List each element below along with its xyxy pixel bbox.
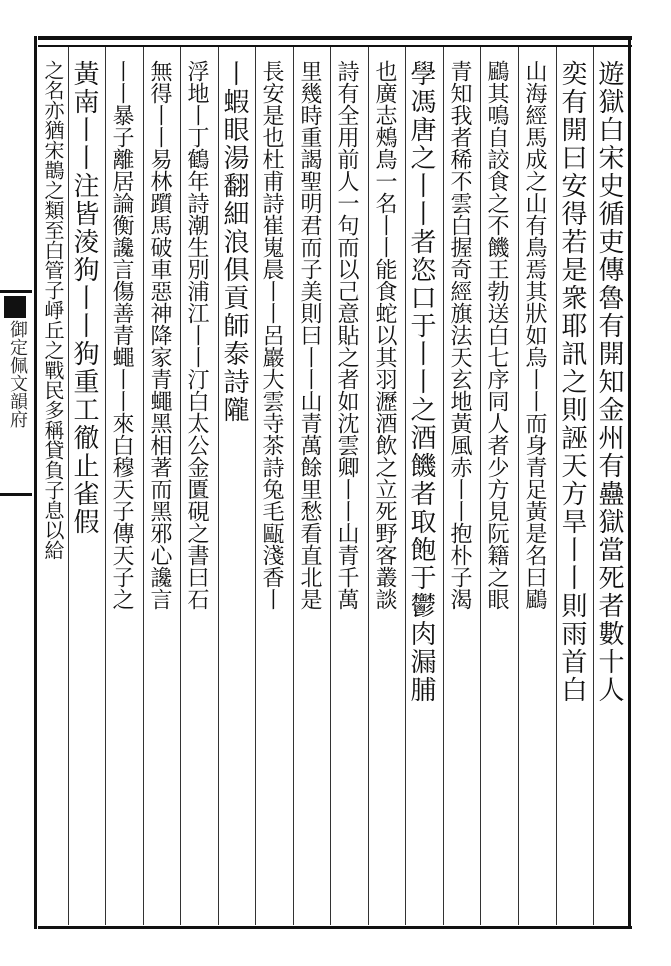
bottom-border-rule (38, 926, 632, 929)
text-column: 里幾時重謁聖明君而子美則曰丨丨山青萬餘里愁看直北是 (297, 60, 322, 610)
top-border-inner-rule (38, 45, 632, 47)
text-column: 奕有開曰安得若是衆耶訊之則誣天方旱丨丨則雨首白 (557, 60, 587, 704)
fishtail-block-mark (4, 296, 26, 318)
text-column: 長安是也杜甫詩崔嵬晨丨丨呂巖大雲寺茶詩兔毛甌淺香丨 (259, 60, 284, 610)
text-column: 丨蝦眼湯翻細浪俱貢師泰詩隴 (219, 60, 249, 424)
left-border-rule (34, 36, 37, 929)
text-column: 青知我者稀不雲白握奇經旗法天玄地黃風赤丨丨抱朴子渴 (447, 60, 472, 610)
text-column: 遊獄白宋史循吏傳魯有開知金州有蠱獄當死者數十人 (594, 60, 624, 704)
text-column: 黃南丨丨注皆淩狗丨丨狗重工徹止雀假 (69, 60, 99, 536)
top-border-rule (38, 36, 632, 40)
text-column: 無得丨丨易林躓馬破車惡神降家青蠅黑相著而黑邪心讒言 (147, 60, 172, 610)
text-column: 詩有全用前人一句而以己意貼之者如沈雲卿丨丨山青千萬 (334, 60, 359, 610)
text-column: 也廣志鵊鳥一名丨丨能食蛇以其羽瀝酒飲之立死野客叢談 (372, 60, 397, 610)
text-column: 之名亦猶宋鵲之類至白管子崢丘之戰民多稱貸負子息以給 (41, 60, 65, 560)
text-column: 學馮唐之丨丨者恣口于丨丨之酒饑者取飽于鬱肉漏脯 (406, 60, 436, 704)
text-column: 浮地丨丁鶴年詩潮生別浦江丨丨汀白太公金匱硯之書曰石 (184, 60, 209, 610)
text-column: 丨丨暴子離居論衡讒言傷善青蠅丨丨來白穆天子傳天子之 (109, 60, 134, 610)
text-column: 鶌其鳴自詨食之不饑王勃送白七序同人者少方見阮籍之眼 (484, 60, 509, 610)
banxin-label: 御定佩文韻府 (7, 320, 28, 428)
text-column: 山海經馬成之山有鳥焉其狀如烏丨丨而身青足黃是名曰鶌 (522, 60, 547, 610)
